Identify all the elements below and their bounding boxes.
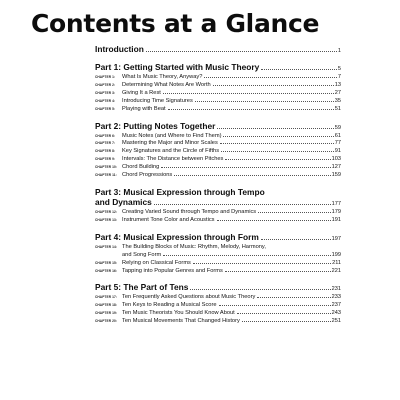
chapter-page: 61: [334, 132, 341, 139]
chapter-label: CHAPTER 16:: [95, 268, 117, 273]
part-5-title: Part 5: The Part of Tens: [95, 282, 189, 293]
chapter-label: CHAPTER 4:: [95, 98, 116, 103]
dot-leader: [217, 128, 333, 129]
chapter-page: 103: [331, 156, 341, 163]
part-3-page: 177: [331, 200, 341, 207]
toc-chapter-11[interactable]: [95, 172, 341, 180]
dot-leader: [237, 313, 331, 314]
part-3-title-line-1: Part 3: Musical Expression through Tempo: [95, 186, 265, 197]
chapter-label: CHAPTER 10:: [95, 165, 117, 170]
introduction-page: 1: [337, 48, 341, 54]
dot-leader: [261, 239, 331, 240]
dot-leader: [242, 321, 331, 322]
chapter-label: CHAPTER 17:: [95, 295, 117, 300]
chapter-title-line-1: The Building Blocks of Music: Rhythm, Melody, Harmony,: [122, 243, 266, 250]
chapter-label: CHAPTER 19:: [95, 311, 117, 316]
toc-entry-introduction[interactable]: [95, 44, 341, 56]
chapter-title: Intervals: The Distance between Pitches: [122, 156, 224, 163]
chapter-title: Giving It a Rest: [122, 89, 161, 96]
toc-chapter-7[interactable]: [95, 140, 341, 148]
introduction-title: Introduction: [95, 44, 144, 54]
chapter-page: 179: [331, 208, 341, 215]
toc-chapter-4[interactable]: [95, 98, 341, 106]
dot-leader: [163, 255, 330, 256]
toc-chapter-10[interactable]: [95, 164, 341, 172]
chapter-page: 7: [337, 74, 341, 80]
chapter-page: 77: [334, 140, 341, 147]
dot-leader: [163, 93, 334, 94]
chapter-title: Mastering the Major and Minor Scales: [122, 140, 218, 147]
chapter-title: Chord Progressions: [122, 172, 173, 179]
dot-leader: [219, 305, 331, 306]
toc-chapter-17[interactable]: [95, 294, 341, 302]
dot-leader: [223, 136, 333, 137]
toc-chapter-12[interactable]: [95, 209, 341, 217]
part-5-page: 231: [331, 286, 341, 293]
chapter-title: Key Signatures and the Circle of Fifths: [122, 148, 220, 155]
dot-leader: [258, 212, 331, 213]
chapter-page: 159: [331, 172, 341, 179]
toc-chapter-1[interactable]: [95, 74, 341, 82]
chapter-page: 251: [331, 318, 341, 325]
chapter-label: CHAPTER 5:: [95, 106, 116, 111]
chapter-label: CHAPTER 12:: [95, 209, 117, 214]
toc-chapter-20[interactable]: [95, 318, 341, 326]
chapter-title: Ten Keys to Reading a Musical Score: [122, 302, 217, 309]
chapter-page: 191: [331, 216, 341, 223]
toc-chapter-18[interactable]: [95, 302, 341, 310]
part-1-page: 5: [337, 66, 341, 72]
chapter-title-line-2: and Song Form: [122, 251, 162, 258]
chapter-label: CHAPTER 1:: [95, 75, 116, 79]
chapter-title: Relying on Classical Forms: [122, 259, 191, 266]
part-2-page: 59: [334, 124, 341, 131]
dot-leader: [161, 167, 330, 168]
chapter-label: CHAPTER 9:: [95, 157, 116, 162]
chapter-title: Instrument Tone Color and Acoustics: [122, 216, 215, 223]
chapter-title: Music Notes (and Where to Find Them): [122, 132, 222, 139]
chapter-page: 243: [331, 310, 341, 317]
dot-leader: [168, 109, 334, 110]
chapter-page: 27: [334, 89, 341, 96]
part-4-page: 197: [331, 235, 341, 242]
chapter-label: CHAPTER 6:: [95, 133, 116, 138]
dot-leader: [220, 143, 334, 144]
part-2-title: Part 2: Putting Notes Together: [95, 120, 216, 131]
dot-leader: [193, 263, 331, 264]
chapter-label: CHAPTER 7:: [95, 141, 116, 146]
part-1-title: Part 1: Getting Started with Music Theory: [95, 62, 260, 72]
toc-part-2[interactable]: [95, 121, 341, 133]
page-title: Contents at a Glance: [31, 9, 320, 38]
chapter-page: 233: [331, 294, 341, 301]
toc-chapter-3[interactable]: [95, 90, 341, 98]
toc-chapter-9[interactable]: [95, 156, 341, 164]
chapter-title: Creating Varied Sound through Tempo and Dynamics: [122, 208, 257, 215]
chapter-page: 13: [334, 81, 341, 88]
dot-leader: [174, 175, 330, 176]
chapter-title: Playing with Beat: [122, 105, 166, 112]
chapter-page: 221: [331, 267, 341, 274]
dot-leader: [225, 159, 330, 160]
chapter-label: CHAPTER 20:: [95, 319, 117, 324]
toc-chapter-8[interactable]: [95, 148, 341, 156]
chapter-label: CHAPTER 18:: [95, 303, 117, 308]
dot-leader: [217, 220, 331, 221]
dot-leader: [146, 51, 337, 52]
chapter-label: CHAPTER 3:: [95, 90, 116, 95]
chapter-title: Ten Musical Movements That Changed History: [122, 318, 240, 325]
chapter-title: Determining What Notes Are Worth: [122, 81, 211, 88]
toc-chapter-13[interactable]: [95, 217, 341, 225]
dot-leader: [213, 85, 334, 86]
chapter-label: CHAPTER 11:: [95, 173, 117, 178]
toc-part-3[interactable]: [95, 187, 341, 209]
toc-chapter-15[interactable]: [95, 260, 341, 268]
chapter-page: 51: [334, 105, 341, 112]
chapter-page: 211: [332, 259, 341, 266]
part-3-title-line-2: and Dynamics: [95, 196, 152, 207]
dot-leader: [154, 204, 331, 205]
toc-chapter-5[interactable]: [95, 106, 341, 114]
chapter-label: CHAPTER 8:: [95, 149, 116, 154]
chapter-label: CHAPTER 13:: [95, 217, 117, 222]
toc-chapter-6[interactable]: [95, 133, 341, 141]
chapter-page: 91: [334, 148, 341, 155]
toc-part-1[interactable]: [95, 62, 341, 74]
toc-chapter-19[interactable]: [95, 310, 341, 318]
toc-chapter-14[interactable]: [95, 244, 341, 260]
chapter-label: CHAPTER 14:: [95, 244, 117, 249]
chapter-label: CHAPTER 15:: [95, 260, 117, 265]
chapter-page: 35: [334, 97, 341, 104]
dot-leader: [221, 151, 334, 152]
chapter-title: Ten Frequently Asked Questions about Music Theory: [122, 294, 256, 301]
toc-chapter-16[interactable]: [95, 268, 341, 276]
toc-part-5[interactable]: [95, 282, 341, 294]
toc-chapter-2[interactable]: [95, 82, 341, 90]
chapter-page: 237: [331, 302, 341, 309]
chapter-title: Ten Music Theorists You Should Know About: [122, 310, 235, 317]
table-of-contents: [95, 44, 341, 326]
dot-leader: [195, 101, 334, 102]
chapter-title: Tapping into Popular Genres and Forms: [122, 267, 223, 274]
chapter-title: What Is Music Theory, Anyway?: [122, 74, 203, 80]
dot-leader: [190, 289, 330, 290]
toc-part-4[interactable]: [95, 232, 341, 244]
part-4-title: Part 4: Musical Expression through Form: [95, 231, 259, 242]
chapter-label: CHAPTER 2:: [95, 82, 116, 87]
dot-leader: [225, 271, 331, 272]
chapter-title: Introducing Time Signatures: [122, 97, 193, 104]
chapter-page: 127: [331, 164, 341, 171]
dot-leader: [261, 69, 337, 70]
dot-leader: [204, 77, 336, 78]
chapter-title: Chord Building: [122, 164, 160, 171]
dot-leader: [257, 297, 330, 298]
chapter-page: 199: [331, 251, 341, 258]
